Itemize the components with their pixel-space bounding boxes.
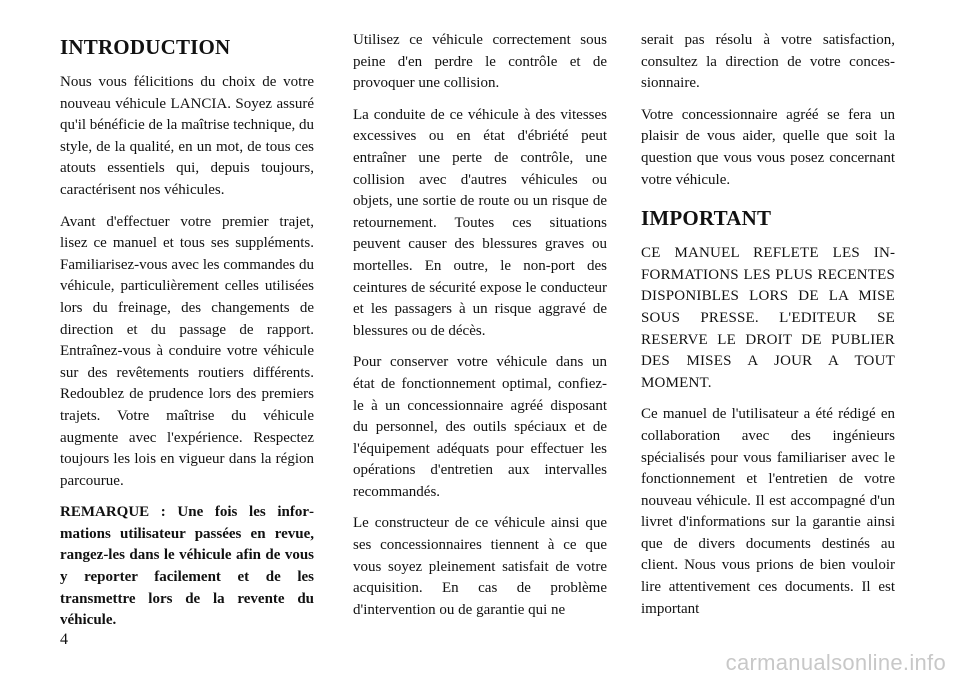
user-manual-paragraph: Ce manuel de l'utilisateur a été rédigé en collaboration avec des ingénieurs spécialisés pour vous familiariser avec le fonctionnement et l'entretien de votre nouveau véhicule. Il est accompagné d'un livret d'informations sur la garantie ainsi que de divers documents destinés au client. Nous vous prions de bien vouloir lire attentivement ces documents. Il est important xyxy=(641,406,895,617)
watermark: carmanualsonline.info xyxy=(725,650,946,675)
column-middle xyxy=(353,30,607,631)
dealer-help-paragraph: Votre concessionnaire agréé se fera un plaisir de vous aider, quelle que soit la question que vous vous posez concernant votre véhicule. xyxy=(641,106,895,188)
remark-paragraph: REMARQUE : Une fois les informations utilisateur passées en revue, rangez-les dans le véhicule afin de vous y reporter facilement et de les transmettre lors de la revente du véhicule. xyxy=(60,504,314,629)
important-notice-paragraph: CE MANUEL REFLETE LES INFORMATIONS LES PLUS RECENTES DISPONIBLES LORS DE LA MISE SOUS PRESSE. L'EDITEUR SE RESERVE LE DROIT DE PUBLIER DES MISES A JOUR A TOUT MOMENT. xyxy=(641,245,895,391)
speed-warning-paragraph: La conduite de ce véhicule à des vitesses excessives ou en état d'ébriété peut entraîner une perte de contrôle, une collision avec d'autres véhicules ou objets, une sortie de route ou un risque de retournement. Toutes ces situations peuvent causer des blessures graves ou mortelles. En outre, le non-port des ceintures de sécurité expose le conducteur et les passagers à un risque aggravé de blessures ou de décès. xyxy=(353,106,607,339)
column-right xyxy=(641,30,895,630)
use-correctly-paragraph: Utilisez ce véhicule correctement sous peine d'en perdre le contrôle et de provoquer une collision. xyxy=(353,32,607,92)
introduction-heading: INTRODUCTION xyxy=(60,35,231,59)
before-first-trip-paragraph: Avant d'effectuer votre premier trajet, lisez ce manuel et tous ses suppléments. Familiarisez-vous avec les commandes du véhicule, particulièrement celles utilisées lors du freinage, des changements de direction et du passage de rapport. Entraînez-vous à conduire votre véhicule sur des revêtements routiers différents. Redoublez de prudence lors des premiers trajets. Votre maîtrise du véhicule augmente avec l'expérience. Respectez toujours les lois en vigueur dans la région parcourue. xyxy=(60,213,314,489)
congratulations-paragraph: Nous vous félicitions du choix de votre nouveau véhicule LANCIA. Soyez assuré qu'il bénéficie de la maîtrise technique, du style, de la qualité, en un mot, de tous ces atouts essentiels qui, depuis toujours, caractérisent nos véhicules. xyxy=(60,74,314,198)
important-heading: IMPORTANT xyxy=(641,206,772,231)
column-left xyxy=(60,30,314,642)
dealer-direction-paragraph: serait pas résolu à votre satisfaction, consultez la direction de votre concessionnaire. xyxy=(641,32,895,92)
page-number: 4 xyxy=(60,631,68,648)
maintenance-paragraph: Pour conserver votre véhicule dans un état de fonctionnement optimal, confiez-le à un concessionnaire agréé disposant du personnel, des outils spéciaux et de l'équipement adéquats pour effectuer les opérations d'entretien aux intervalles recommandés. xyxy=(353,354,607,500)
manufacturer-paragraph: Le constructeur de ce véhicule ainsi que ses concessionnaires tiennent à ce que vous soyez pleinement satisfait de votre acquisition. En cas de problème d'intervention ou de garantie qui ne xyxy=(353,515,607,618)
